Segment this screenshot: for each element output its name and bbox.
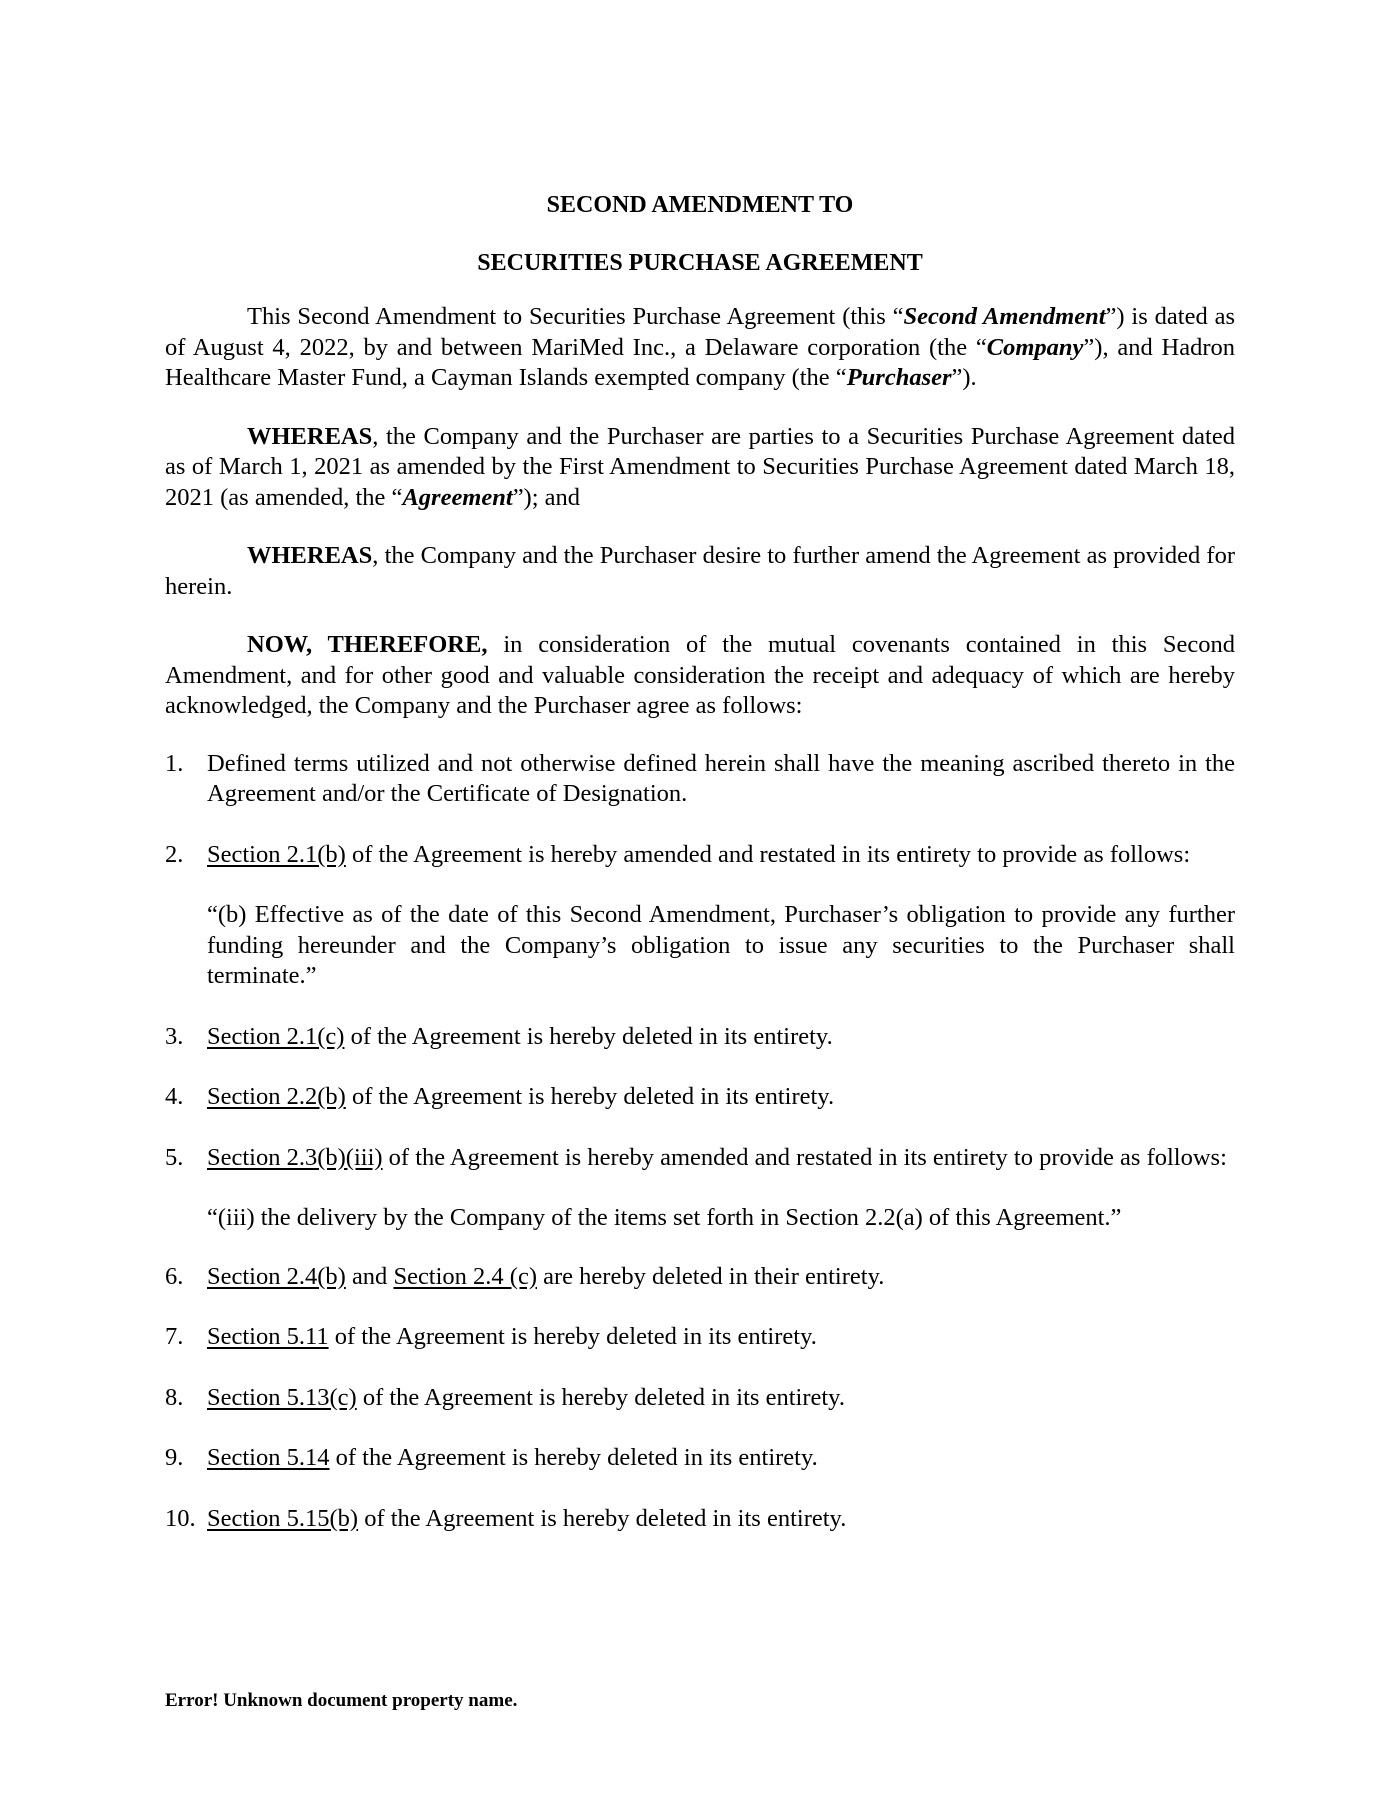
list-number: 1. <box>165 749 184 777</box>
list-number: 4. <box>165 1083 184 1110</box>
list-number: 2. <box>165 840 184 868</box>
title-line-1: SECOND AMENDMENT TO <box>546 192 854 218</box>
list-number: 3. <box>165 1022 184 1050</box>
section-reference: Section 5.11 <box>207 1323 329 1350</box>
whereas-paragraph-2: WHEREAS, the Company and the Purchaser desire to further amend the Agreement as provided for herein. <box>165 542 1235 600</box>
title-line-2: SECURITIES PURCHASE AGREEMENT <box>477 249 923 276</box>
document-page <box>165 190 1235 1564</box>
list-number: 6. <box>165 1262 184 1290</box>
term-agreement: Agreement <box>402 483 513 511</box>
section-reference: Section 2.3(b)(iii) <box>207 1143 383 1171</box>
section-reference: Section 2.1(b) <box>207 840 346 868</box>
term-second-amendment: Second Amendment <box>903 303 1106 330</box>
list-item-5: 5. Section 2.3(b)(iii) of the Agreement is hereby amended and restated in its entirety to provide as follows: <box>165 1143 1235 1174</box>
section-reference: Section 2.2(b) <box>207 1083 346 1110</box>
list-number: 7. <box>165 1323 184 1350</box>
footer-note: Error! Unknown document property name. <box>165 1690 518 1711</box>
list-item-7: 7. Section 5.11 of the Agreement is hereby deleted in its entirety. <box>165 1322 1235 1353</box>
restated-text-2-1b: “(b) Effective as of the date of this Second Amendment, Purchaser’s obligation to provide any further funding hereunder and the Company’s obligation to issue any securities to the Purchaser shall terminate.” <box>207 901 1235 989</box>
section-reference: Section 5.15(b) <box>207 1504 359 1532</box>
list-item-10: 10. Section 5.15(b) of the Agreement is hereby deleted in its entirety. <box>165 1504 1235 1535</box>
section-reference: Section 2.4(b) <box>207 1262 346 1290</box>
list-item-6: 6. Section 2.4(b) and Section 2.4 (c) are hereby deleted in their entirety. <box>165 1262 1235 1293</box>
term-purchaser: Purchaser <box>846 364 952 391</box>
term-company: Company <box>986 333 1084 361</box>
list-item-9: 9. Section 5.14 of the Agreement is hereby deleted in its entirety. <box>165 1443 1235 1474</box>
amendment-list <box>165 749 1235 1535</box>
section-reference: Section 2.4 (c) <box>393 1262 537 1290</box>
list-item-2: 2. Section 2.1(b) of the Agreement is hereby amended and restated in its entirety to provide as follows: <box>165 840 1235 871</box>
section-reference: Section 2.1(c) <box>207 1022 345 1050</box>
section-reference: Section 5.14 <box>207 1444 330 1471</box>
list-number: 5. <box>165 1143 184 1171</box>
intro-paragraph: This Second Amendment to Securities Purchase Agreement (this “Second Amendment”) is dated as of August 4, 2022, by and between MariMed Inc., a Delaware corporation (the “Company”), and Hadron Healthcare Master Fund, a Cayman Islands exempted company (the “Purchaser”). <box>165 303 1235 391</box>
list-item-4: 4. Section 2.2(b) of the Agreement is hereby deleted in its entirety. <box>165 1082 1235 1113</box>
list-number: 8. <box>165 1383 184 1411</box>
list-item-3: 3. Section 2.1(c) of the Agreement is hereby deleted in its entirety. <box>165 1022 1235 1053</box>
restated-text-2-3biii: “(iii) the delivery by the Company of the items set forth in Section 2.2(a) of this Agreement.” <box>207 1204 1122 1231</box>
list-number: 9. <box>165 1444 184 1471</box>
now-therefore-paragraph: NOW, THEREFORE, in consideration of the mutual covenants contained in this Second Amendment, and for other good and valuable consideration the receipt and adequacy of which are hereby acknowledged, the Company and the Purchaser agree as follows: <box>165 631 1236 719</box>
list-number: 10. <box>165 1504 196 1532</box>
list-item-1: 1. Defined terms utilized and not otherwise defined herein shall have the meaning ascribed thereto in the Agreement and/or the Certificate of Designation. <box>165 749 1235 807</box>
list-item-8: 8. Section 5.13(c) of the Agreement is hereby deleted in its entirety. <box>165 1383 1235 1414</box>
section-reference: Section 5.13(c) <box>207 1383 357 1411</box>
whereas-paragraph-1: WHEREAS, the Company and the Purchaser are parties to a Securities Purchase Agreement dated as of March 1, 2021 as amended by the First Amendment to Securities Purchase Agreement dated March 18, 2021 (as amended, the “Agreement”); and <box>165 422 1235 511</box>
